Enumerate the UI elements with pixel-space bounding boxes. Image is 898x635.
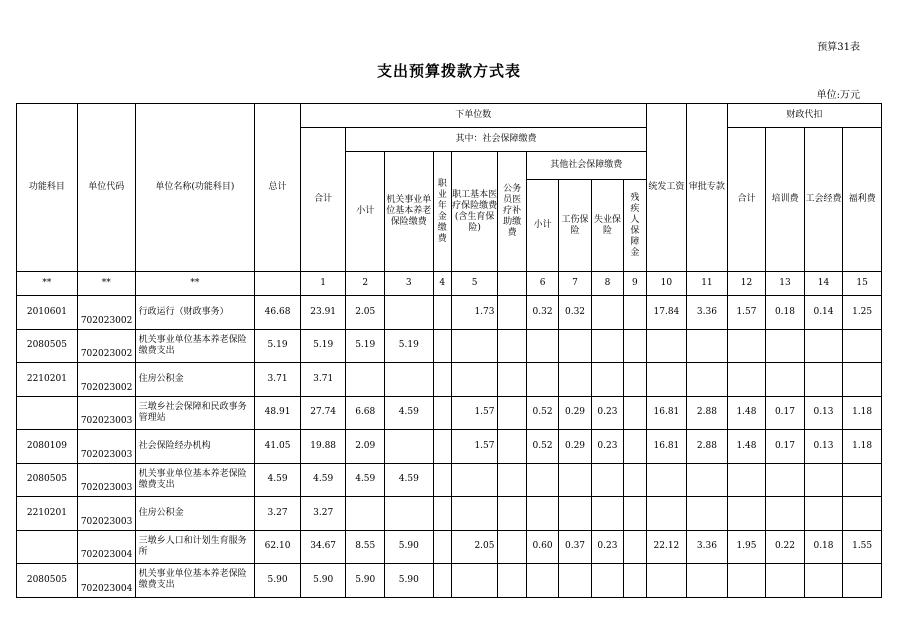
cell-fin-sum	[727, 497, 766, 531]
cell-subtotal	[346, 363, 385, 397]
cell-fin-sum	[727, 564, 766, 598]
cell-civil-medical	[498, 530, 526, 564]
cell-disabled	[624, 329, 646, 363]
cell-unit-name: 社会保险经办机构	[135, 430, 255, 464]
cell-sum: 34.67	[300, 530, 346, 564]
header-employee-medical: 职工基本医疗保险缴费(含生育保险)	[451, 152, 498, 272]
cell-unified-salary	[646, 329, 687, 363]
table-number-label: 预算31表	[817, 42, 860, 53]
cell-total: 41.05	[255, 430, 301, 464]
index-cell: 8	[591, 272, 623, 296]
cell-unified-salary	[646, 497, 687, 531]
cell-approved-special: 3.36	[687, 296, 728, 330]
index-cell: **	[17, 272, 78, 296]
cell-unemployment: 0.23	[591, 530, 623, 564]
cell-unit-code: 702023003	[77, 463, 135, 497]
cell-approved-special: 3.36	[687, 530, 728, 564]
cell-training: 0.17	[766, 430, 805, 464]
cell-unit-code: 702023003	[77, 430, 135, 464]
cell-civil-medical	[498, 329, 526, 363]
cell-unit-name: 住房公积金	[135, 497, 255, 531]
cell-fin-sum: 1.57	[727, 296, 766, 330]
cell-unit-code: 702023004	[77, 564, 135, 598]
cell-org-pension: 5.90	[384, 530, 433, 564]
cell-approved-special	[687, 363, 728, 397]
cell-total: 5.90	[255, 564, 301, 598]
cell-disabled	[624, 363, 646, 397]
index-cell	[498, 272, 526, 296]
cell-unit-code: 702023003	[77, 396, 135, 430]
cell-fin-sum: 1.95	[727, 530, 766, 564]
cell-welfare	[843, 564, 882, 598]
header-subtotal: 小计	[346, 152, 385, 272]
cell-other-subtotal: 0.52	[526, 430, 558, 464]
cell-total: 62.10	[255, 530, 301, 564]
cell-fin-sum	[727, 363, 766, 397]
index-cell: 4	[433, 272, 451, 296]
cell-union	[804, 564, 843, 598]
header-civil-medical-text: 公务员医疗补助缴费	[503, 184, 522, 238]
cell-total: 5.19	[255, 329, 301, 363]
cell-total: 46.68	[255, 296, 301, 330]
cell-other-subtotal: 0.60	[526, 530, 558, 564]
table-row	[17, 497, 882, 531]
cell-civil-medical	[498, 396, 526, 430]
header-unified-salary: 统发工资	[646, 104, 687, 272]
cell-union	[804, 363, 843, 397]
cell-union: 0.13	[804, 430, 843, 464]
cell-union	[804, 463, 843, 497]
cell-total: 3.27	[255, 497, 301, 531]
cell-injury: 0.37	[559, 530, 591, 564]
cell-sum: 5.90	[300, 564, 346, 598]
header-sum: 合计	[300, 128, 346, 272]
cell-unit-name: 住房公积金	[135, 363, 255, 397]
cell-other-subtotal	[526, 363, 558, 397]
cell-civil-medical	[498, 463, 526, 497]
cell-sum: 23.91	[300, 296, 346, 330]
cell-union: 0.18	[804, 530, 843, 564]
cell-subtotal	[346, 497, 385, 531]
cell-unified-salary	[646, 363, 687, 397]
cell-unit-name: 机关事业单位基本养老保险缴费支出	[135, 564, 255, 598]
cell-civil-medical	[498, 497, 526, 531]
header-civil-medical	[498, 152, 526, 272]
cell-unit-code: 702023002	[77, 329, 135, 363]
index-cell: 6	[526, 272, 558, 296]
cell-occupational-annuity	[433, 463, 451, 497]
index-cell: 9	[624, 272, 646, 296]
index-cell: 7	[559, 272, 591, 296]
cell-injury	[559, 329, 591, 363]
index-cell: 13	[766, 272, 805, 296]
cell-occupational-annuity	[433, 497, 451, 531]
cell-sum: 4.59	[300, 463, 346, 497]
index-cell: **	[135, 272, 255, 296]
cell-unit-code: 702023002	[77, 296, 135, 330]
index-row	[17, 272, 882, 296]
cell-union	[804, 497, 843, 531]
header-approved-special: 审批专款	[687, 104, 728, 272]
cell-welfare: 1.18	[843, 396, 882, 430]
cell-subtotal: 5.90	[346, 564, 385, 598]
cell-func-code	[17, 530, 78, 564]
cell-injury: 0.29	[559, 430, 591, 464]
index-cell: **	[77, 272, 135, 296]
table-row	[17, 296, 882, 330]
cell-total: 3.71	[255, 363, 301, 397]
cell-welfare	[843, 463, 882, 497]
cell-unified-salary: 16.81	[646, 396, 687, 430]
header-injury: 工伤保险	[559, 180, 591, 272]
cell-employee-medical: 2.05	[451, 530, 498, 564]
cell-injury	[559, 497, 591, 531]
cell-other-subtotal: 0.52	[526, 396, 558, 430]
cell-unified-salary: 17.84	[646, 296, 687, 330]
header-disabled	[624, 180, 646, 272]
index-cell: 11	[687, 272, 728, 296]
cell-employee-medical: 1.57	[451, 430, 498, 464]
cell-welfare	[843, 363, 882, 397]
cell-unit-code: 702023004	[77, 530, 135, 564]
table-row	[17, 530, 882, 564]
table-row	[17, 396, 882, 430]
cell-occupational-annuity	[433, 329, 451, 363]
cell-training	[766, 564, 805, 598]
cell-unemployment	[591, 463, 623, 497]
table-row	[17, 363, 882, 397]
cell-occupational-annuity	[433, 396, 451, 430]
budget-table	[16, 103, 882, 598]
cell-disabled	[624, 530, 646, 564]
header-func-code: 功能科目	[17, 104, 78, 272]
cell-training	[766, 363, 805, 397]
cell-unit-name: 机关事业单位基本养老保险缴费支出	[135, 329, 255, 363]
cell-other-subtotal	[526, 497, 558, 531]
cell-training: 0.17	[766, 396, 805, 430]
cell-func-code: 2080109	[17, 430, 78, 464]
cell-other-subtotal	[526, 463, 558, 497]
cell-union	[804, 329, 843, 363]
cell-subtotal: 2.09	[346, 430, 385, 464]
header-welfare: 福利费	[843, 128, 882, 272]
cell-welfare: 1.55	[843, 530, 882, 564]
table-row	[17, 463, 882, 497]
header-training: 培训费	[766, 128, 805, 272]
cell-fin-sum: 1.48	[727, 396, 766, 430]
header-total: 总计	[255, 104, 301, 272]
cell-org-pension	[384, 497, 433, 531]
cell-func-code: 2010601	[17, 296, 78, 330]
cell-disabled	[624, 497, 646, 531]
cell-welfare: 1.18	[843, 430, 882, 464]
cell-approved-special	[687, 564, 728, 598]
cell-sum: 3.71	[300, 363, 346, 397]
cell-func-code: 2210201	[17, 497, 78, 531]
cell-union: 0.14	[804, 296, 843, 330]
cell-sum: 27.74	[300, 396, 346, 430]
header-occupational-annuity	[433, 152, 451, 272]
cell-other-subtotal	[526, 329, 558, 363]
table-row	[17, 564, 882, 598]
index-cell: 14	[804, 272, 843, 296]
cell-training	[766, 497, 805, 531]
cell-fin-sum	[727, 329, 766, 363]
cell-training	[766, 463, 805, 497]
cell-disabled	[624, 296, 646, 330]
index-cell: 2	[346, 272, 385, 296]
cell-org-pension: 5.90	[384, 564, 433, 598]
cell-func-code: 2080505	[17, 463, 78, 497]
cell-org-pension: 5.19	[384, 329, 433, 363]
cell-unified-salary	[646, 463, 687, 497]
cell-injury	[559, 564, 591, 598]
cell-occupational-annuity	[433, 430, 451, 464]
cell-func-code: 2080505	[17, 564, 78, 598]
cell-occupational-annuity	[433, 564, 451, 598]
cell-unit-code: 702023003	[77, 497, 135, 531]
index-cell	[255, 272, 301, 296]
cell-civil-medical	[498, 363, 526, 397]
cell-employee-medical	[451, 564, 498, 598]
header-occupational-annuity-text: 职业年金缴费	[437, 178, 447, 244]
cell-welfare	[843, 329, 882, 363]
table-row	[17, 329, 882, 363]
index-cell: 1	[300, 272, 346, 296]
header-other-subtotal: 小计	[526, 180, 558, 272]
cell-injury: 0.29	[559, 396, 591, 430]
cell-sum: 19.88	[300, 430, 346, 464]
header-fin-sum: 合计	[727, 128, 766, 272]
cell-unemployment	[591, 564, 623, 598]
cell-occupational-annuity	[433, 296, 451, 330]
cell-welfare: 1.25	[843, 296, 882, 330]
header-org-pension: 机关事业单位基本养老保险缴费	[384, 152, 433, 272]
cell-org-pension	[384, 296, 433, 330]
cell-unemployment: 0.23	[591, 430, 623, 464]
header-union: 工会经费	[804, 128, 843, 272]
index-cell: 3	[384, 272, 433, 296]
cell-disabled	[624, 564, 646, 598]
index-cell: 12	[727, 272, 766, 296]
cell-fin-sum: 1.48	[727, 430, 766, 464]
index-cell: 5	[451, 272, 498, 296]
header-disabled-text: 残疾人保障金	[630, 192, 640, 258]
cell-disabled	[624, 430, 646, 464]
cell-func-code: 2210201	[17, 363, 78, 397]
cell-approved-special	[687, 463, 728, 497]
header-unemployment: 失业保险	[591, 180, 623, 272]
table-row	[17, 430, 882, 464]
index-cell: 15	[843, 272, 882, 296]
cell-unit-name: 三墩乡社会保障和民政事务管理站	[135, 396, 255, 430]
cell-subtotal: 8.55	[346, 530, 385, 564]
header-unit-code: 单位代码	[77, 104, 135, 272]
header-lower-units: 下单位数	[300, 104, 646, 128]
cell-employee-medical	[451, 463, 498, 497]
cell-org-pension	[384, 363, 433, 397]
header-of-which-social: 其中：社会保障缴费	[346, 128, 646, 152]
cell-subtotal: 5.19	[346, 329, 385, 363]
cell-welfare	[843, 497, 882, 531]
cell-org-pension	[384, 430, 433, 464]
cell-unit-name: 行政运行（财政事务）	[135, 296, 255, 330]
cell-total: 48.91	[255, 396, 301, 430]
cell-civil-medical	[498, 430, 526, 464]
cell-disabled	[624, 396, 646, 430]
cell-func-code: 2080505	[17, 329, 78, 363]
cell-subtotal: 6.68	[346, 396, 385, 430]
cell-unemployment	[591, 497, 623, 531]
cell-func-code	[17, 396, 78, 430]
cell-training: 0.18	[766, 296, 805, 330]
cell-employee-medical	[451, 329, 498, 363]
cell-unified-salary: 16.81	[646, 430, 687, 464]
cell-unit-code: 702023002	[77, 363, 135, 397]
cell-org-pension: 4.59	[384, 463, 433, 497]
cell-sum: 5.19	[300, 329, 346, 363]
cell-other-subtotal: 0.32	[526, 296, 558, 330]
cell-injury: 0.32	[559, 296, 591, 330]
cell-other-subtotal	[526, 564, 558, 598]
cell-employee-medical	[451, 497, 498, 531]
cell-occupational-annuity	[433, 530, 451, 564]
cell-unit-name: 三墩乡人口和计划生育服务所	[135, 530, 255, 564]
cell-unit-name: 机关事业单位基本养老保险缴费支出	[135, 463, 255, 497]
cell-occupational-annuity	[433, 363, 451, 397]
cell-unemployment: 0.23	[591, 396, 623, 430]
cell-fin-sum	[727, 463, 766, 497]
cell-injury	[559, 463, 591, 497]
cell-employee-medical: 1.57	[451, 396, 498, 430]
cell-unemployment	[591, 296, 623, 330]
cell-total: 4.59	[255, 463, 301, 497]
cell-unified-salary: 22.12	[646, 530, 687, 564]
cell-approved-special	[687, 329, 728, 363]
cell-unemployment	[591, 363, 623, 397]
cell-org-pension: 4.59	[384, 396, 433, 430]
page-title: 支出预算拨款方式表	[376, 62, 521, 80]
unit-label: 单位:万元	[816, 90, 860, 101]
cell-employee-medical	[451, 363, 498, 397]
cell-approved-special: 2.88	[687, 430, 728, 464]
header-finance-withhold: 财政代扣	[727, 104, 881, 128]
cell-approved-special	[687, 497, 728, 531]
cell-civil-medical	[498, 564, 526, 598]
cell-training: 0.22	[766, 530, 805, 564]
cell-disabled	[624, 463, 646, 497]
cell-injury	[559, 363, 591, 397]
cell-training	[766, 329, 805, 363]
header-unit-name: 单位名称(功能科目)	[135, 104, 255, 272]
cell-sum: 3.27	[300, 497, 346, 531]
cell-civil-medical	[498, 296, 526, 330]
cell-employee-medical: 1.73	[451, 296, 498, 330]
index-cell: 10	[646, 272, 687, 296]
cell-unified-salary	[646, 564, 687, 598]
header-other-social: 其他社会保障缴费	[526, 152, 646, 180]
cell-subtotal: 4.59	[346, 463, 385, 497]
cell-unemployment	[591, 329, 623, 363]
cell-subtotal: 2.05	[346, 296, 385, 330]
cell-approved-special: 2.88	[687, 396, 728, 430]
cell-union: 0.13	[804, 396, 843, 430]
